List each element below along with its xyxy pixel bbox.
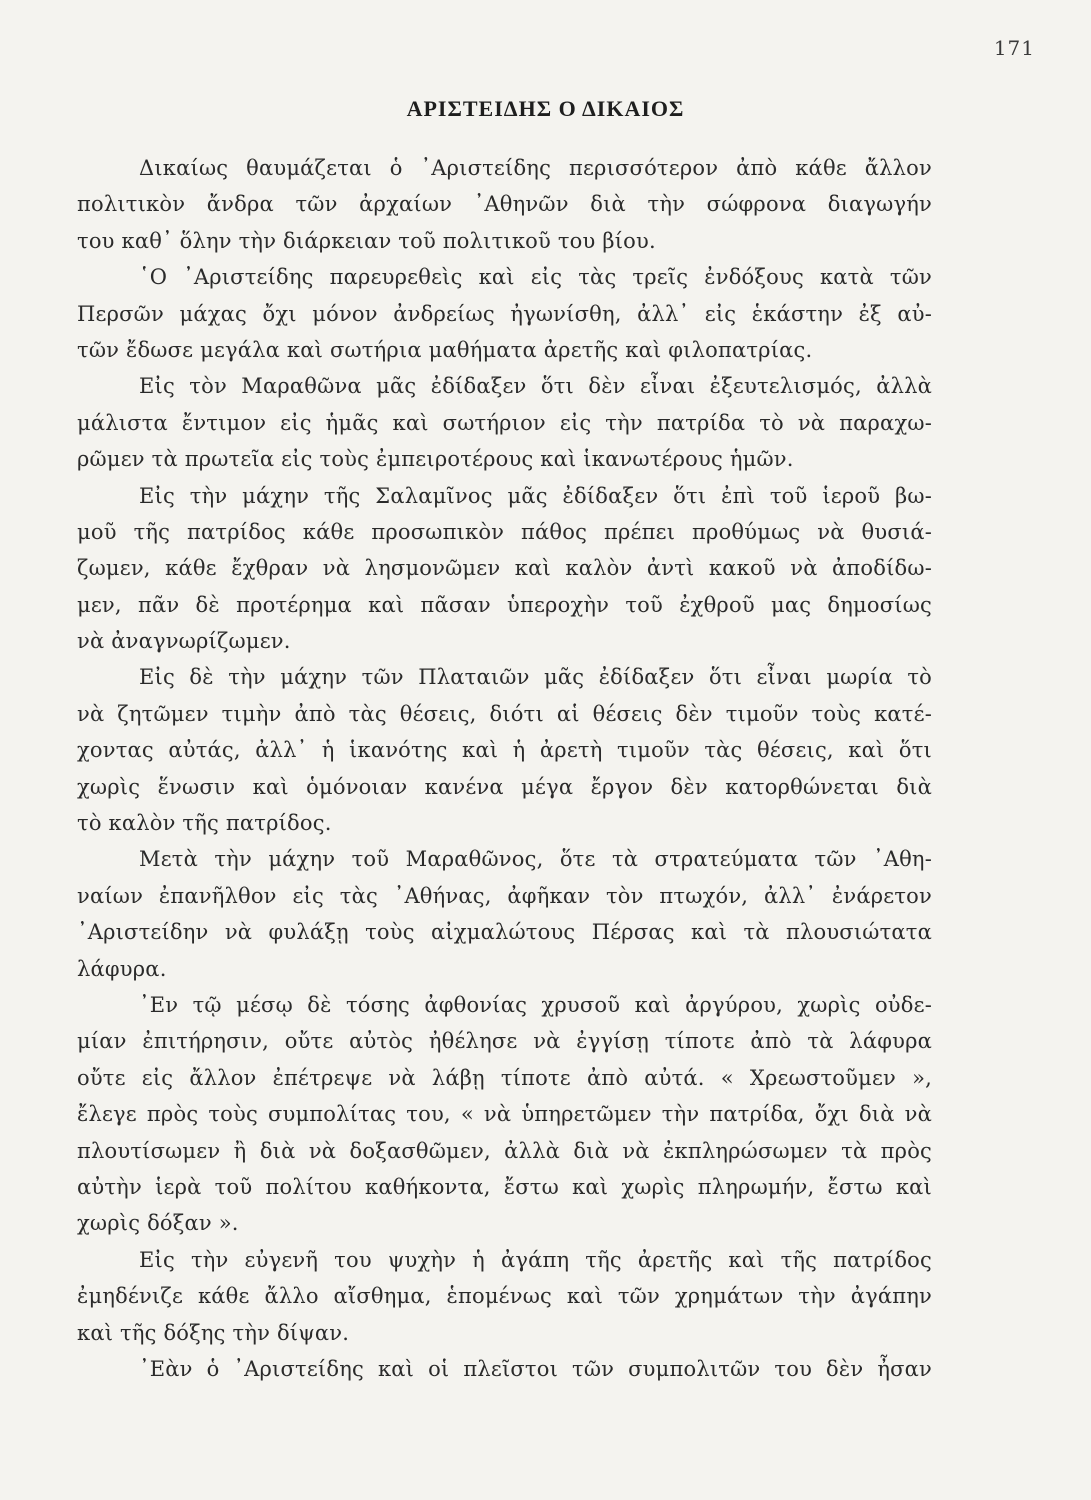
text-line: μίαν ἐπιτήρησιν, οὔτε αὐτὸς ἠθέλησε νὰ ἐγγίσῃ τίποτε ἀπὸ τὰ λάφυρα xyxy=(77,1029,932,1054)
text-line: ῾Ο ᾿Αριστείδης παρευρεθεὶς καὶ εἰς τὰς τρεῖς ἐνδόξους κατὰ τῶν xyxy=(139,265,932,290)
text-line: ναίων ἐπανῆλθον εἰς τὰς ᾿Αθήνας, ἀφῆκαν τὸν πτωχόν, ἀλλ᾿ ἐνάρετον xyxy=(77,883,932,908)
text-line: οὔτε εἰς ἄλλον ἐπέτρεψε νὰ λάβῃ τίποτε ἀπὸ αὐτά. « Χρεωστοῦμεν », xyxy=(77,1065,932,1090)
chapter-title: ΑΡΙΣΤΕΙΔΗΣ Ο ΔΙΚΑΙΟΣ xyxy=(406,96,685,121)
text-line: μάλιστα ἔντιμον εἰς ἡμᾶς καὶ σωτήριον εἰς τὴν πατρίδα τὸ νὰ παραχω- xyxy=(77,410,932,435)
page-number: 171 xyxy=(993,36,1035,60)
text-line: ᾿Αριστείδην νὰ φυλάξῃ τοὺς αἰχμαλώτους Πέρσας καὶ τὰ πλουσιώτατα xyxy=(77,920,932,945)
text-line: τῶν ἔδωσε μεγάλα καὶ σωτήρια μαθήματα ἀρετῆς καὶ φιλοπατρίας. xyxy=(77,337,813,362)
text-line: πλουτίσωμεν ἢ διὰ νὰ δοξασθῶμεν, ἀλλὰ διὰ νὰ ἐκπληρώσωμεν τὰ πρὸς xyxy=(77,1138,932,1163)
text-line: Εἰς τὴν εὐγενῆ του ψυχὴν ἡ ἀγάπη τῆς ἀρετῆς καὶ τῆς πατρίδος xyxy=(139,1247,932,1272)
body-text xyxy=(77,150,932,1387)
text-line: του καθ᾿ ὅλην τὴν διάρκειαν τοῦ πολιτικοῦ του βίου. xyxy=(77,228,656,253)
text-line: Εἰς δὲ τὴν μάχην τῶν Πλαταιῶν μᾶς ἐδίδαξεν ὅτι εἶναι μωρία τὸ xyxy=(139,665,932,690)
text-line: αὐτὴν ἱερὰ τοῦ πολίτου καθήκοντα, ἔστω καὶ χωρὶς πληρωμήν, ἔστω καὶ xyxy=(77,1174,932,1199)
text-line: ρῶμεν τὰ πρωτεῖα εἰς τοὺς ἐμπειροτέρους καὶ ἱκανωτέρους ἡμῶν. xyxy=(77,447,794,472)
text-line: πολιτικὸν ἄνδρα τῶν ἀρχαίων ᾿Αθηνῶν διὰ τὴν σώφρονα διαγωγήν xyxy=(77,192,932,217)
text-line: ᾿Εὰν ὁ ᾿Αριστείδης καὶ οἱ πλεῖστοι τῶν συμπολιτῶν του δὲν ἦσαν xyxy=(139,1356,932,1381)
text-line: Εἰς τὴν μάχην τῆς Σαλαμῖνος μᾶς ἐδίδαξεν ὅτι ἐπὶ τοῦ ἱεροῦ βω- xyxy=(139,483,932,508)
text-line: χωρὶς ἕνωσιν καὶ ὁμόνοιαν κανένα μέγα ἔργον δὲν κατορθώνεται διὰ xyxy=(77,774,932,799)
text-line: ᾿Εν τῷ μέσῳ δὲ τόσης ἀφθονίας χρυσοῦ καὶ ἀργύρου, χωρὶς οὐδε- xyxy=(139,992,932,1017)
text-line: Περσῶν μάχας ὄχι μόνον ἀνδρείως ἠγωνίσθη, ἀλλ᾿ εἰς ἑκάστην ἐξ αὐ- xyxy=(77,301,932,326)
text-line: μοῦ τῆς πατρίδος κάθε προσωπικὸν πάθος πρέπει προθύμως νὰ θυσιά- xyxy=(77,519,932,544)
text-line: ζωμεν, κάθε ἔχθραν νὰ λησμονῶμεν καὶ καλὸν ἀντὶ κακοῦ νὰ ἀποδίδω- xyxy=(77,556,932,581)
text-line: νὰ ζητῶμεν τιμὴν ἀπὸ τὰς θέσεις, διότι αἱ θέσεις δὲν τιμοῦν τοὺς κατέ- xyxy=(77,701,932,726)
text-line: μεν, πᾶν δὲ προτέρημα καὶ πᾶσαν ὑπεροχὴν τοῦ ἐχθροῦ μας δημοσίως xyxy=(77,592,932,617)
text-line: καὶ τῆς δόξης τὴν δίψαν. xyxy=(77,1320,350,1345)
text-line: ἔλεγε πρὸς τοὺς συμπολίτας του, « νὰ ὑπηρετῶμεν τὴν πατρίδα, ὄχι διὰ νὰ xyxy=(77,1102,932,1127)
text-line: χωρὶς δόξαν ». xyxy=(77,1211,239,1236)
text-line: Μετὰ τὴν μάχην τοῦ Μαραθῶνος, ὅτε τὰ στρατεύματα τῶν ᾿Αθη- xyxy=(139,847,932,872)
text-line: ἐμηδένιζε κάθε ἄλλο αἴσθημα, ἑπομένως καὶ τῶν χρημάτων τὴν ἀγάπην xyxy=(77,1284,932,1309)
text-line: χοντας αὐτάς, ἀλλ᾿ ἡ ἱκανότης καὶ ἡ ἀρετὴ τιμοῦν τὰς θέσεις, καὶ ὅτι xyxy=(77,738,932,763)
text-line: λάφυρα. xyxy=(77,956,167,981)
text-line: Εἰς τὸν Μαραθῶνα μᾶς ἐδίδαξεν ὅτι δὲν εἶναι ἐξευτελισμός, ἀλλὰ xyxy=(139,374,932,399)
text-line: τὸ καλὸν τῆς πατρίδος. xyxy=(77,811,332,836)
text-line: Δικαίως θαυμάζεται ὁ ᾿Αριστείδης περισσότερον ἀπὸ κάθε ἄλλον xyxy=(139,156,932,180)
text-line: νὰ ἀναγνωρίζωμεν. xyxy=(77,629,291,654)
